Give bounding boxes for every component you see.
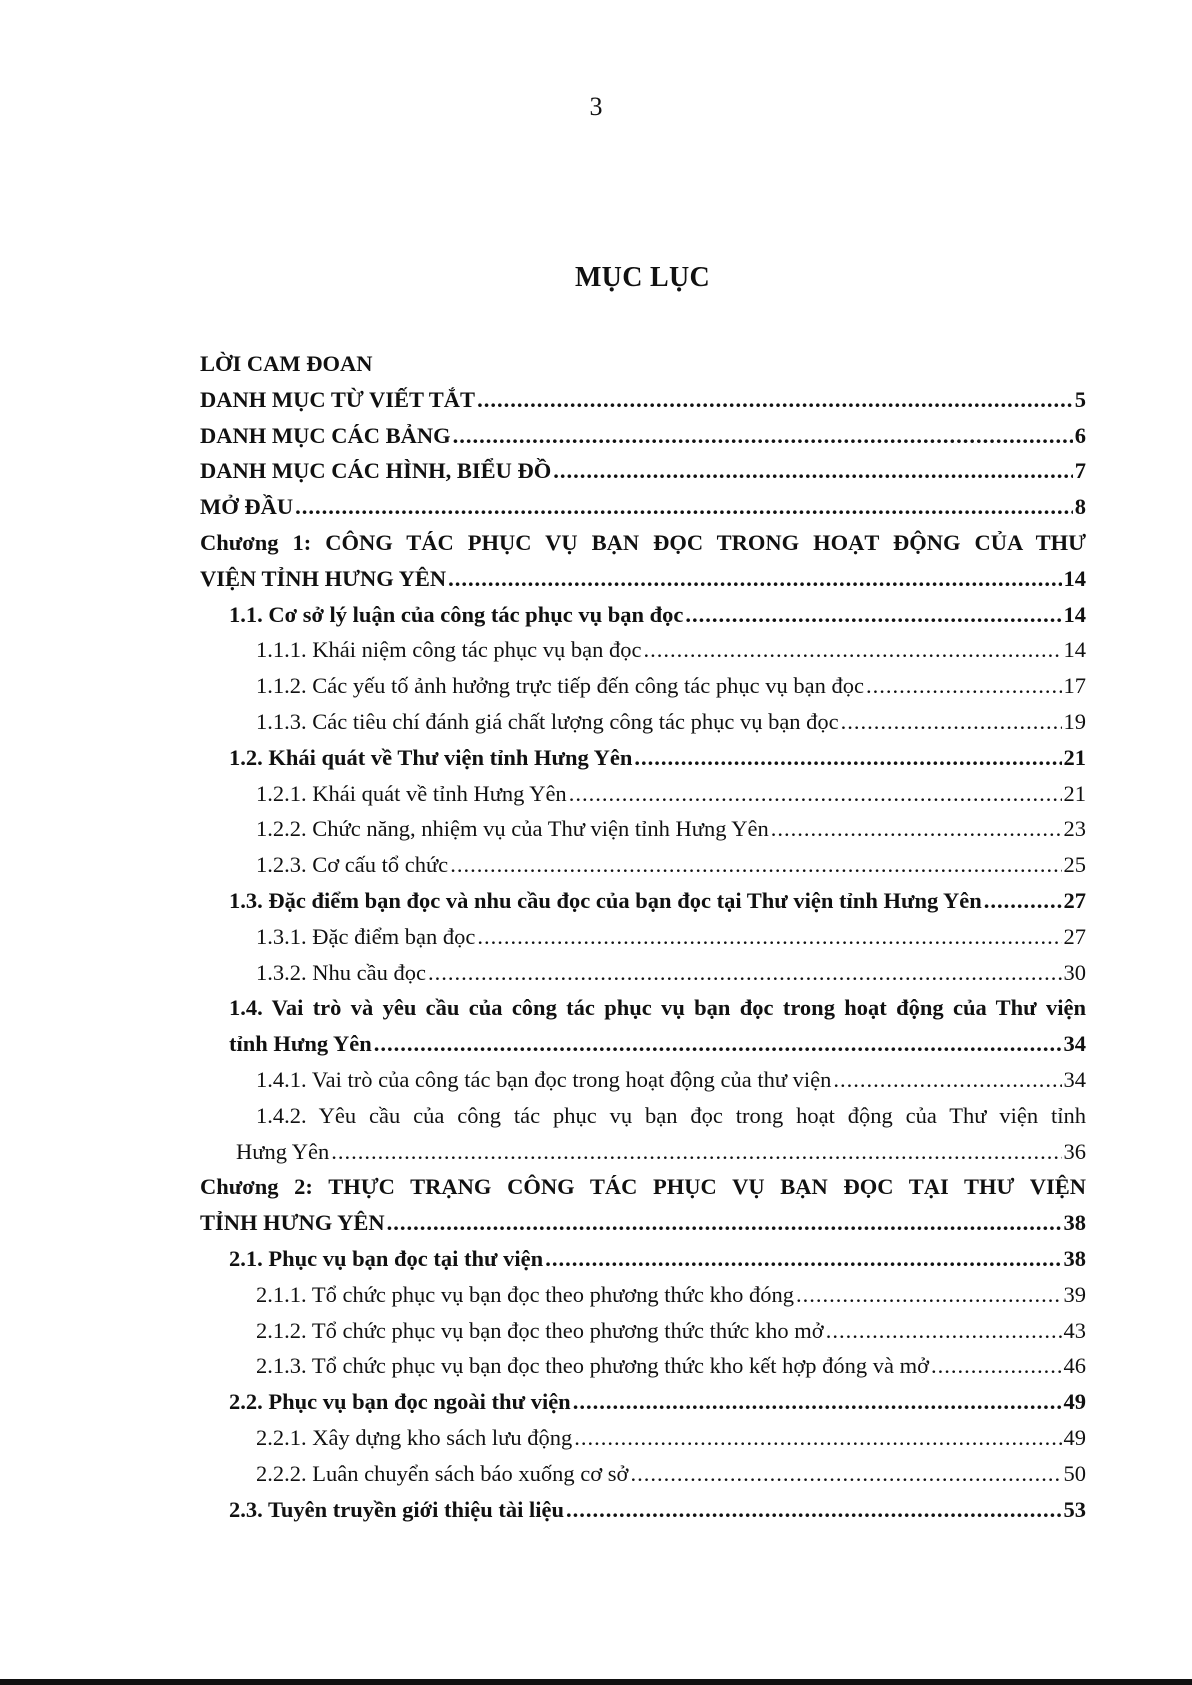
- toc-entry[interactable]: [200, 1348, 1086, 1384]
- toc-entry-page-number: 38: [1063, 1245, 1086, 1271]
- toc-dot-leader: [685, 597, 1061, 633]
- toc-entry-text: 2.2. Phục vụ bạn đọc ngoài thư viện: [229, 1389, 571, 1415]
- toc-entry-page-number: 6: [1074, 422, 1086, 448]
- toc-entry-page-number: 46: [1063, 1353, 1086, 1379]
- toc-entry-text: DANH MỤC CÁC HÌNH, BIỂU ĐỒ: [200, 458, 552, 484]
- page-number: 3: [589, 92, 603, 121]
- toc-entry-page-number: 27: [1063, 887, 1086, 913]
- toc-entry-page-number: 14: [1063, 601, 1086, 627]
- toc-entry-text: 1.1.2. Các yếu tố ảnh hưởng trực tiếp đến công tác phục vụ bạn đọc: [256, 673, 864, 699]
- toc-entry-page-number: 49: [1063, 1424, 1086, 1450]
- toc-entry-page-number: 38: [1063, 1210, 1086, 1236]
- toc-entry-page-number: 27: [1063, 923, 1086, 949]
- toc-dot-leader: [573, 1384, 1062, 1420]
- toc-entry-page-number: 21: [1063, 780, 1086, 806]
- toc-entry-page-number: 14: [1063, 637, 1086, 663]
- toc-entry-text: 1.2.2. Chức năng, nhiệm vụ của Thư viện tỉnh Hưng Yên: [256, 816, 769, 842]
- toc-entry-text-line1: Chương 1: CÔNG TÁC PHỤC VỤ BẠN ĐỌC TRONG HOẠT ĐỘNG CỦA THƯ: [200, 529, 1086, 555]
- toc-entry-page-number: 36: [1063, 1138, 1086, 1164]
- toc-entry[interactable]: [200, 704, 1086, 740]
- toc-dot-leader: [477, 919, 1061, 955]
- toc-entry-text: 1.1. Cơ sở lý luận của công tác phục vụ bạn đọc: [229, 601, 684, 627]
- toc-dot-leader: [477, 382, 1073, 418]
- toc-entry[interactable]: [200, 1384, 1086, 1420]
- toc-entry-page-number: 34: [1063, 1031, 1086, 1057]
- toc-entry-text-line1: 1.4.2. Yêu cầu của công tác phục vụ bạn đọc trong hoạt động của Thư viện tỉnh: [256, 1102, 1086, 1128]
- toc-dot-leader: [841, 704, 1062, 740]
- toc-dot-leader: [374, 1026, 1062, 1062]
- toc-entry[interactable]: [200, 668, 1086, 704]
- toc-entry-page-number: 8: [1074, 494, 1086, 520]
- toc-dot-leader: [569, 776, 1062, 812]
- toc-entry-text: DANH MỤC TỪ VIẾT TẮT: [200, 386, 476, 412]
- toc-entry-text: 1.4.1. Vai trò của công tác bạn đọc trong hoạt động của thư viện: [256, 1066, 832, 1092]
- toc-entry-page-number: 34: [1063, 1066, 1086, 1092]
- toc-dot-leader: [450, 847, 1061, 883]
- toc-entry[interactable]: [200, 1098, 1086, 1170]
- toc-entry[interactable]: [200, 346, 1086, 382]
- toc-entry-text: 1.3. Đặc điểm bạn đọc và nhu cầu đọc của bạn đọc tại Thư viện tỉnh Hưng Yên: [229, 887, 982, 913]
- toc-entry[interactable]: [200, 525, 1086, 597]
- toc-dot-leader: [866, 668, 1062, 704]
- page-bottom-border: [0, 1679, 1192, 1685]
- toc-entry[interactable]: [200, 990, 1086, 1062]
- toc-entry[interactable]: [200, 1241, 1086, 1277]
- toc-dot-leader: [771, 811, 1062, 847]
- toc-dot-leader: [634, 740, 1061, 776]
- toc-entry[interactable]: [200, 453, 1086, 489]
- toc-entry-text: VIỆN TỈNH HƯNG YÊN: [200, 565, 447, 591]
- toc-dot-leader: [553, 453, 1072, 489]
- toc-entry[interactable]: [200, 1456, 1086, 1492]
- toc-entry-text: 1.3.1. Đặc điểm bạn đọc: [256, 923, 476, 949]
- toc-entry[interactable]: [200, 1277, 1086, 1313]
- toc-entry-page-number: 23: [1063, 816, 1086, 842]
- toc-entry[interactable]: [200, 883, 1086, 919]
- toc-entry-page-number: 25: [1063, 852, 1086, 878]
- toc-dot-leader: [448, 561, 1061, 597]
- toc-dot-leader: [931, 1348, 1061, 1384]
- toc-entry-text: MỞ ĐẦU: [200, 494, 294, 520]
- toc-entry-text: 2.1. Phục vụ bạn đọc tại thư viện: [229, 1245, 544, 1271]
- toc-entry-text: LỜI CAM ĐOAN: [200, 351, 373, 376]
- toc-title: MỤC LỤC: [574, 262, 711, 293]
- toc-entry-text-line1: 1.4. Vai trò và yêu cầu của công tác phục vụ bạn đọc trong hoạt động của Thư viện: [229, 995, 1086, 1021]
- toc-entry-page-number: 21: [1063, 744, 1086, 770]
- toc-entry-text: DANH MỤC CÁC BẢNG: [200, 422, 451, 448]
- toc-entry-text: 1.2.3. Cơ cấu tổ chức: [256, 852, 449, 878]
- toc-dot-leader: [796, 1277, 1062, 1313]
- toc-entry-text: 1.1.3. Các tiêu chí đánh giá chất lượng công tác phục vụ bạn đọc: [256, 708, 839, 734]
- toc-entry[interactable]: [200, 1492, 1086, 1528]
- toc-entry-text: 2.2.1. Xây dựng kho sách lưu động: [256, 1424, 573, 1450]
- toc-dot-leader: [545, 1241, 1061, 1277]
- toc-entry[interactable]: [200, 1169, 1086, 1241]
- toc-entry-page-number: 17: [1063, 673, 1086, 699]
- toc-entry-page-number: 7: [1074, 458, 1086, 484]
- toc-entry[interactable]: [200, 955, 1086, 991]
- toc-entry-text: 1.2. Khái quát về Thư viện tỉnh Hưng Yên: [229, 744, 633, 770]
- toc-entry-page-number: 50: [1063, 1460, 1086, 1486]
- toc-dot-leader: [833, 1062, 1061, 1098]
- toc-dot-leader: [574, 1420, 1061, 1456]
- toc-entry-text: 1.2.1. Khái quát về tỉnh Hưng Yên: [256, 780, 567, 806]
- toc-entry-text: 2.3. Tuyên truyền giới thiệu tài liệu: [229, 1496, 565, 1522]
- toc-entry-page-number: 30: [1063, 959, 1086, 985]
- toc-dot-leader: [331, 1134, 1061, 1170]
- toc-entry-page-number: 39: [1063, 1281, 1086, 1307]
- toc-entry[interactable]: [200, 1313, 1086, 1349]
- toc-entry[interactable]: [200, 382, 1086, 418]
- toc-entry-text: 2.1.1. Tổ chức phục vụ bạn đọc theo phương thức kho đóng: [256, 1281, 794, 1307]
- toc-entry[interactable]: [200, 1420, 1086, 1456]
- toc-entry-text: 1.1.1. Khái niệm công tác phục vụ bạn đọc: [256, 637, 642, 663]
- toc-dot-leader: [295, 489, 1073, 525]
- toc-entry-page-number: 5: [1074, 386, 1086, 412]
- toc-dot-leader: [826, 1313, 1062, 1349]
- toc-entry-text: 2.2.2. Luân chuyển sách báo xuống cơ sở: [256, 1460, 629, 1486]
- toc-dot-leader: [644, 632, 1062, 668]
- toc-entry[interactable]: [200, 418, 1086, 454]
- toc-dot-leader: [630, 1456, 1061, 1492]
- toc-entry-page-number: 49: [1063, 1389, 1086, 1415]
- toc-entry[interactable]: [200, 632, 1086, 668]
- toc-entry[interactable]: [200, 597, 1086, 633]
- toc-dot-leader: [453, 418, 1073, 454]
- table-of-contents: [200, 346, 1086, 1527]
- toc-entry[interactable]: [200, 489, 1086, 525]
- toc-entry-text: TỈNH HƯNG YÊN: [200, 1210, 385, 1236]
- toc-entry-page-number: 19: [1063, 708, 1086, 734]
- toc-entry-text: 1.3.2. Nhu cầu đọc: [256, 959, 426, 985]
- toc-entry[interactable]: [200, 847, 1086, 883]
- toc-dot-leader: [387, 1205, 1062, 1241]
- toc-entry-text: 2.1.3. Tổ chức phục vụ bạn đọc theo phương thức kho kết hợp đóng và mở: [256, 1353, 930, 1379]
- toc-entry-text-line1: Chương 2: THỰC TRẠNG CÔNG TÁC PHỤC VỤ BẠN ĐỌC TẠI THƯ VIỆN: [200, 1174, 1086, 1200]
- toc-entry-text: Hưng Yên: [236, 1138, 330, 1164]
- toc-entry[interactable]: [200, 740, 1086, 776]
- toc-dot-leader: [984, 883, 1062, 919]
- toc-entry[interactable]: [200, 776, 1086, 812]
- toc-dot-leader: [428, 955, 1062, 991]
- toc-entry-page-number: 43: [1063, 1317, 1086, 1343]
- toc-entry-text: tỉnh Hưng Yên: [229, 1031, 372, 1057]
- toc-entry-text: 2.1.2. Tổ chức phục vụ bạn đọc theo phương thức thức kho mở: [256, 1317, 824, 1343]
- toc-entry[interactable]: [200, 811, 1086, 847]
- toc-entry-page-number: 53: [1063, 1496, 1086, 1522]
- toc-entry[interactable]: [200, 919, 1086, 955]
- toc-dot-leader: [566, 1492, 1061, 1528]
- toc-entry[interactable]: [200, 1062, 1086, 1098]
- toc-entry-page-number: 14: [1063, 565, 1086, 591]
